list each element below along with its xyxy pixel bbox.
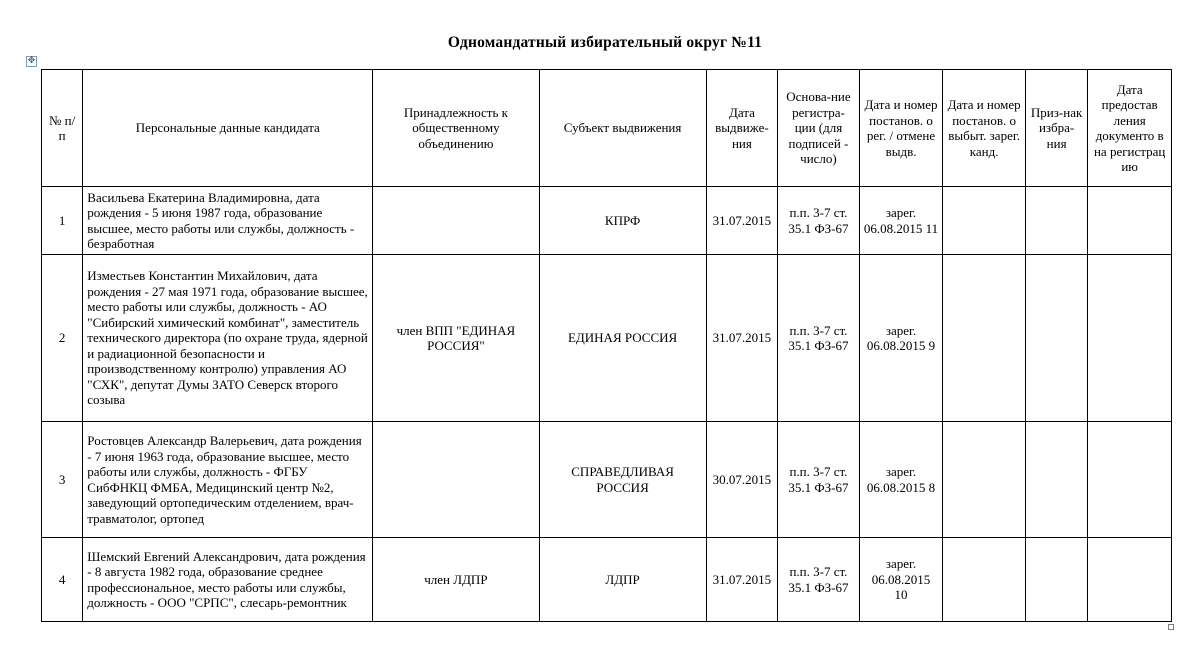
- row-number: 4: [42, 538, 83, 622]
- withdrawal-decree: [943, 255, 1026, 422]
- registration-decree: зарег. 06.08.2015 11: [859, 187, 943, 255]
- header-nomination-date: Дата выдвиже-ния: [706, 70, 778, 187]
- header-documents-date: Дата предостав ления документо в на регистрац ию: [1088, 70, 1172, 187]
- registration-basis: п.п. 3-7 ст. 35.1 ФЗ-67: [778, 187, 860, 255]
- row-number: 2: [42, 255, 83, 422]
- candidate-personal-data: Ростовцев Александр Валерьевич, дата рождения - 7 июня 1963 года, образование высшее, место работы или службы, должность - ФГБУ СибФНКЦ ФМБА, Медицинский центр №2, заведующий ортопедическим отделением, врач-травматолог, ортопед: [83, 422, 373, 538]
- table-header-row: [42, 70, 1172, 187]
- table-row: [42, 422, 1172, 538]
- registration-decree: зарег. 06.08.2015 8: [859, 422, 943, 538]
- election-flag: [1025, 422, 1087, 538]
- table-move-handle-icon[interactable]: ✥: [27, 56, 36, 66]
- registration-basis: п.п. 3-7 ст. 35.1 ФЗ-67: [778, 255, 860, 422]
- registration-decree: зарег. 06.08.2015 10: [859, 538, 943, 622]
- table-row: [42, 255, 1172, 422]
- registration-decree: зарег. 06.08.2015 9: [859, 255, 943, 422]
- documents-date: [1088, 187, 1172, 255]
- withdrawal-decree: [943, 187, 1026, 255]
- election-flag: [1025, 538, 1087, 622]
- nomination-subject: КПРФ: [539, 187, 706, 255]
- header-number: № п/п: [42, 70, 83, 187]
- withdrawal-decree: [943, 422, 1026, 538]
- documents-date: [1088, 422, 1172, 538]
- candidate-personal-data: Шемский Евгений Александрович, дата рождения - 8 августа 1982 года, образование среднее профессиональное, место работы или службы, должность - ООО "СРПС", слесарь-ремонтник: [83, 538, 373, 622]
- header-personal-data: Персональные данные кандидата: [83, 70, 373, 187]
- registration-basis: п.п. 3-7 ст. 35.1 ФЗ-67: [778, 538, 860, 622]
- nomination-subject: СПРАВЕДЛИВАЯ РОССИЯ: [539, 422, 706, 538]
- candidate-affiliation: [373, 187, 539, 255]
- nomination-date: 31.07.2015: [706, 538, 778, 622]
- candidate-personal-data: Васильева Екатерина Владимировна, дата рождения - 5 июня 1987 года, образование высшее, место работы или службы, должность - безработная: [83, 187, 373, 255]
- nomination-date: 31.07.2015: [706, 255, 778, 422]
- header-nomination-subject: Субъект выдвижения: [539, 70, 706, 187]
- registration-basis: п.п. 3-7 ст. 35.1 ФЗ-67: [778, 422, 860, 538]
- table-row: [42, 538, 1172, 622]
- candidate-affiliation: член ВПП "ЕДИНАЯ РОССИЯ": [373, 255, 539, 422]
- nomination-date: 31.07.2015: [706, 187, 778, 255]
- election-flag: [1025, 187, 1087, 255]
- header-election-flag: Приз-нак избра-ния: [1025, 70, 1087, 187]
- nomination-subject: ЕДИНАЯ РОССИЯ: [539, 255, 706, 422]
- candidates-table: [41, 69, 1172, 622]
- document-title: Одномандатный избирательный округ №11: [447, 34, 763, 51]
- header-withdrawal-decree: Дата и номер постанов. о выбыт. зарег. канд.: [943, 70, 1026, 187]
- candidate-affiliation: член ЛДПР: [373, 538, 539, 622]
- row-number: 3: [42, 422, 83, 538]
- header-registration-decree: Дата и номер постанов. о рег. / отмене выдв.: [859, 70, 943, 187]
- table-row: [42, 187, 1172, 255]
- withdrawal-decree: [943, 538, 1026, 622]
- table-resize-handle[interactable]: [1168, 624, 1174, 630]
- nomination-subject: ЛДПР: [539, 538, 706, 622]
- nomination-date: 30.07.2015: [706, 422, 778, 538]
- documents-date: [1088, 255, 1172, 422]
- header-affiliation: Принадлежность к общественному объединению: [373, 70, 539, 187]
- election-flag: [1025, 255, 1087, 422]
- candidate-personal-data: Изместьев Константин Михайлович, дата рождения - 27 мая 1971 года, образование высшее, место работы или службы, должность - АО "Сибирский химический комбинат", заместитель технического директора (по охране труда, ядерной и радиационной безопасности и производственному контролю) управления АО "СХК", депутат Думы ЗАТО Северск второго созыва: [83, 255, 373, 422]
- row-number: 1: [42, 187, 83, 255]
- documents-date: [1088, 538, 1172, 622]
- header-registration-basis: Основа-ние регистра-ции (для подписей - число): [778, 70, 860, 187]
- candidate-affiliation: [373, 422, 539, 538]
